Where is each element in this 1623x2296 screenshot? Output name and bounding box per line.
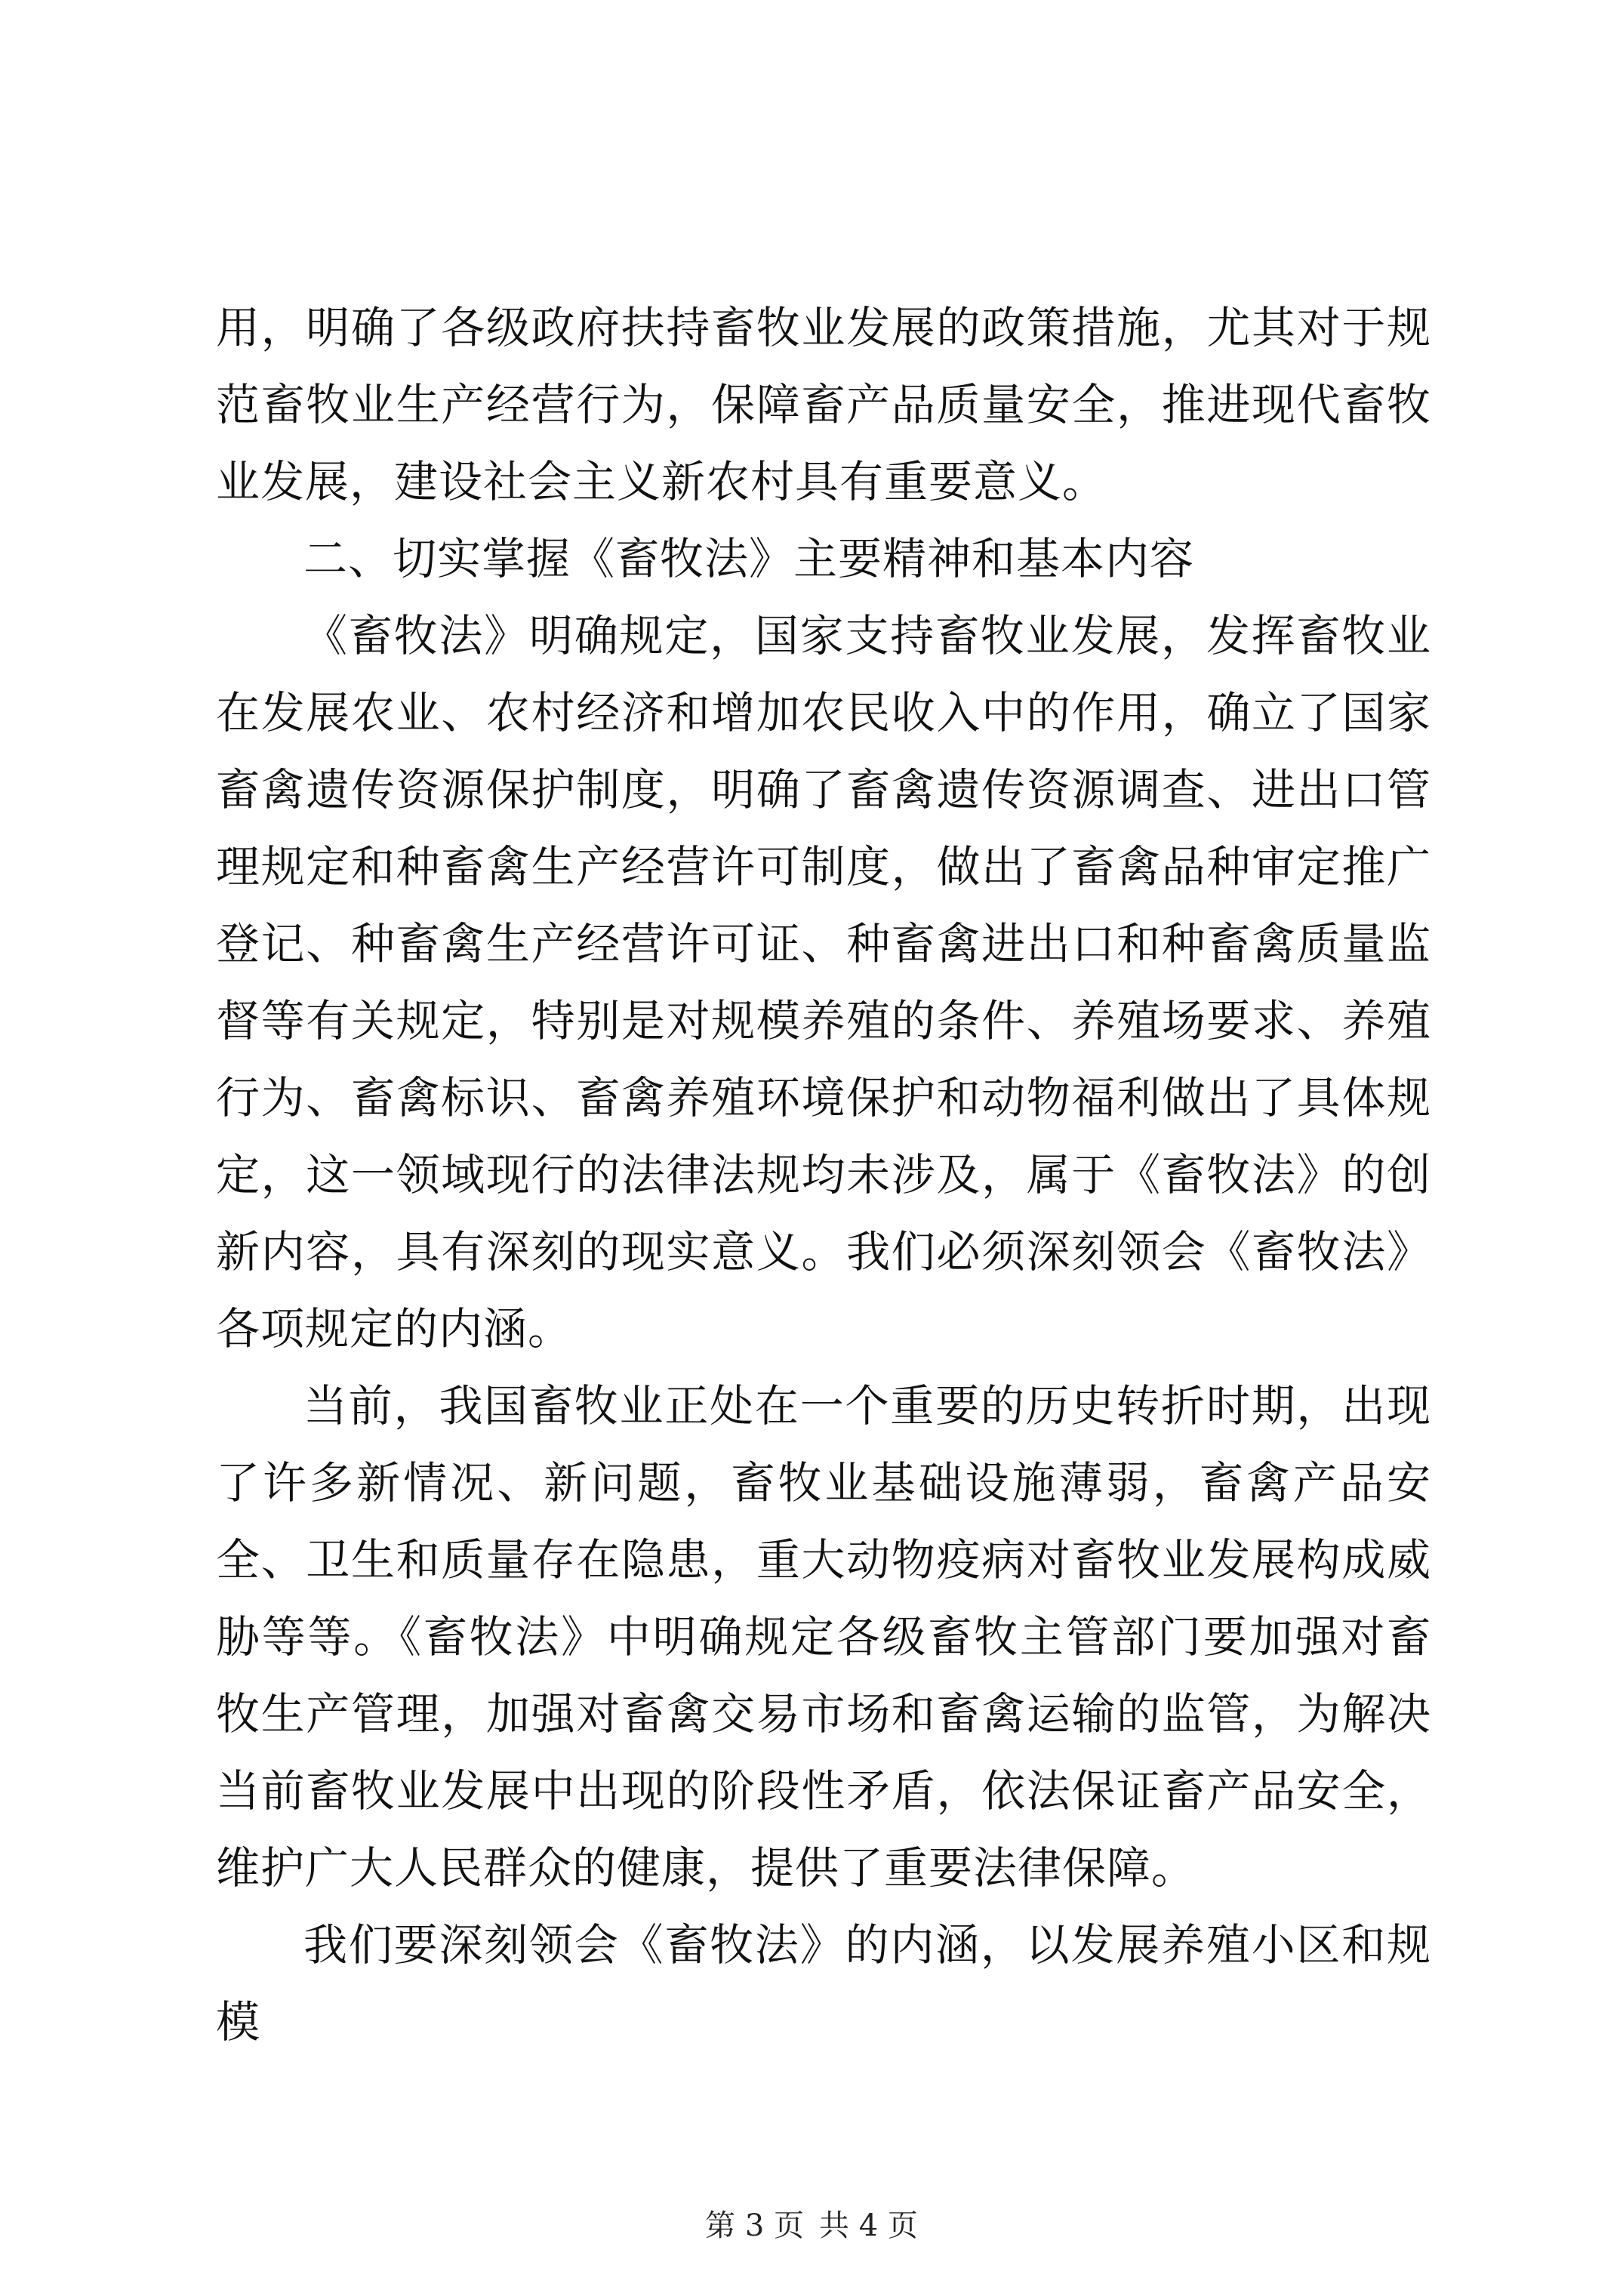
document-body	[216, 289, 1431, 2060]
paragraph-5: 我们要深刻领会《畜牧法》的内涵，以发展养殖小区和规模	[216, 1919, 1431, 2048]
page-number: 第 3 页	[705, 2208, 804, 2243]
paragraph-1: 用，明确了各级政府扶持畜牧业发展的政策措施，尤其对于规范畜牧业生产经营行为，保障畜产品质量安全，推进现代畜牧业发展，建设社会主义新农村具有重要意义。	[216, 302, 1431, 507]
section-heading: 二、切实掌握《畜牧法》主要精神和基本内容	[303, 533, 1195, 584]
paragraph-3: 《畜牧法》明确规定，国家支持畜牧业发展，发挥畜牧业在发展农业、农村经济和增加农民收入中的作用，确立了国家畜禽遗传资源保护制度，明确了畜禽遗传资源调查、进出口管理规定和种畜禽生产经营许可制度，做出了畜禽品种审定推广登记、种畜禽生产经营许可证、种畜禽进出口和种畜禽质量监督等有关规定，特别是对规模养殖的条件、养殖场要求、养殖行为、畜禽标识、畜禽养殖环境保护和动物福利做出了具体规定，这一领域现行的法律法规均未涉及，属于《畜牧法》的创新内容，具有深刻的现实意义。我们必须深刻领会《畜牧法》各项规定的内涵。	[216, 610, 1431, 1354]
page-footer	[0, 2205, 1623, 2247]
paragraph-4: 当前，我国畜牧业正处在一个重要的历史转折时期，出现了许多新情况、新问题，畜牧业基础设施薄弱，畜禽产品安全、卫生和质量存在隐患，重大动物疫病对畜牧业发展构成威胁等等。《畜牧法》中明确规定各级畜牧主管部门要加强对畜牧生产管理，加强对畜禽交易市场和畜禽运输的监管，为解决当前畜牧业发展中出现的阶段性矛盾，依法保证畜产品安全，维护广大人民群众的健康，提供了重要法律保障。	[216, 1380, 1431, 1894]
page-total: 共 4 页	[819, 2208, 918, 2243]
